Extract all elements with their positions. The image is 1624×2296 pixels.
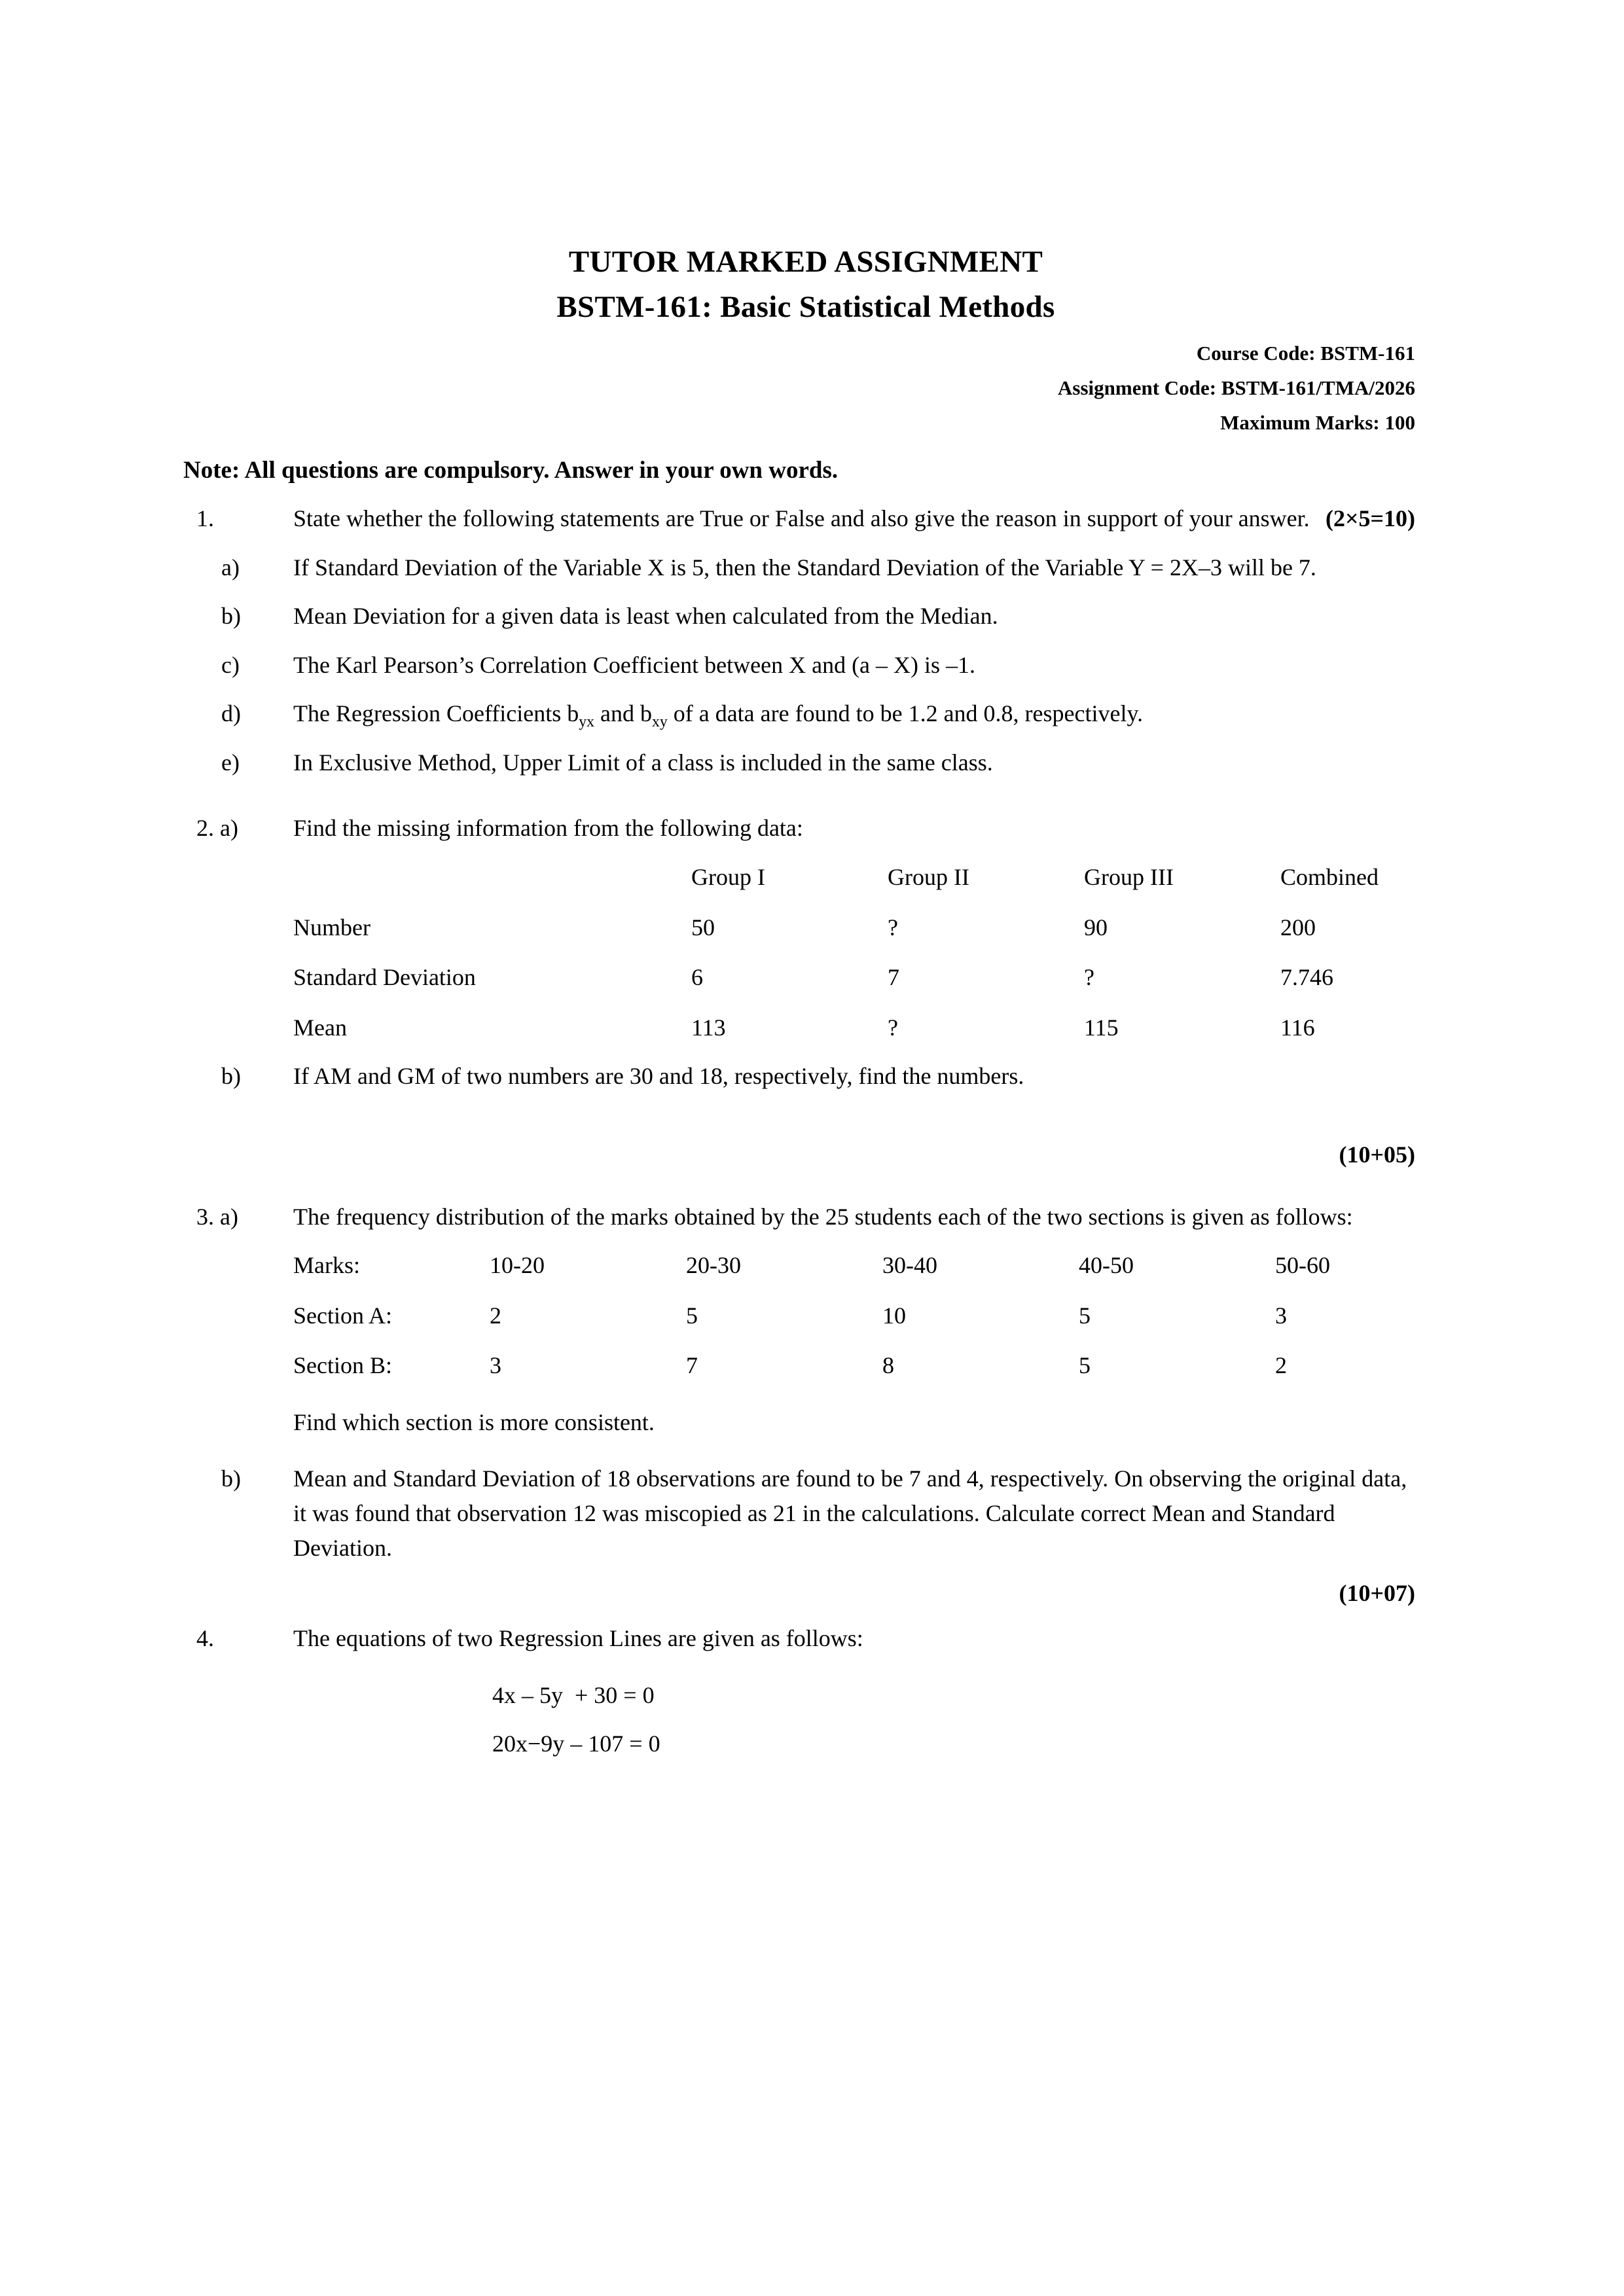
question-1-number: 1. [196, 505, 214, 532]
course-code: Course Code: BSTM-161 [1196, 342, 1415, 365]
cell-sd-group-1: 6 [691, 964, 703, 991]
question-1-item-a-label: a) [221, 554, 240, 581]
question-1-item-e [196, 745, 1415, 780]
question-1-item-c [196, 648, 1415, 683]
q1d-part2: and b [594, 700, 652, 727]
question-2-part-a-text: Find the missing information from the following data: [293, 815, 803, 842]
cell-marks-class-3: 30-40 [882, 1252, 937, 1279]
question-2-table-wrap [196, 860, 1415, 1045]
question-2-number [196, 811, 293, 846]
row-label-number: Number [293, 914, 370, 941]
assignment-meta [196, 336, 1415, 440]
question-2-part-b-text: If AM and GM of two numbers are 30 and 18, respectively, find the numbers. [293, 1063, 1024, 1090]
question-2-number-text: 2. [196, 815, 214, 842]
question-3-part-a-followup [196, 1405, 1415, 1440]
question-3-part-a-text: The frequency distribution of the marks obtained by the 25 students each of the two sections is given as follows: [293, 1203, 1353, 1230]
question-3-number-text: 3. [196, 1203, 214, 1230]
cell-sd-group-3: ? [1084, 964, 1094, 991]
cell-number-combined: 200 [1280, 914, 1316, 941]
cell-marks-class-2: 20-30 [686, 1252, 741, 1279]
question-1-item-a-text: If Standard Deviation of the Variable X is 5, then the Standard Deviation of the Variable Y = 2X–3 will be 7. [293, 554, 1316, 581]
cell-section-a-3: 10 [882, 1302, 906, 1329]
page-content [183, 242, 1415, 1761]
cell-marks-class-1: 10-20 [490, 1252, 545, 1279]
header-cell-group-1: Group I [691, 864, 765, 891]
regression-equation-1: 4x – 5y + 30 = 0 [492, 1681, 655, 1708]
question-1-item-b [196, 599, 1415, 634]
table-row-section-b [293, 1348, 1471, 1383]
question-1-item-c-text: The Karl Pearson’s Correlation Coefficient between X and (a – X) is –1. [293, 651, 976, 678]
question-3-part-a [196, 1200, 1415, 1234]
regression-equations [196, 1678, 1415, 1761]
question-3-marks: (10+07) [1339, 1580, 1415, 1607]
question-1 [196, 501, 1415, 536]
question-2-part-b-label: b) [221, 1063, 241, 1090]
header-cell-blank [293, 860, 691, 910]
q1d-part1: The Regression Coefficients b [293, 700, 579, 727]
maximum-marks: Maximum Marks: 100 [1220, 410, 1415, 434]
cell-sd-group-2: 7 [888, 964, 899, 991]
regression-equation-2: 20x−9y – 107 = 0 [492, 1731, 660, 1757]
question-3-part-a-followup-text: Find which section is more consistent. [293, 1408, 655, 1435]
cell-section-a-4: 5 [1079, 1302, 1091, 1329]
cell-section-b-3: 8 [882, 1352, 894, 1379]
question-3-table-wrap [196, 1248, 1415, 1383]
header-cell-combined: Combined [1280, 864, 1379, 891]
q1d-subscript-yx: yx [579, 713, 594, 730]
question-1-item-b-label: b) [221, 603, 241, 630]
cell-section-b-2: 7 [686, 1352, 698, 1379]
row-label-section-a: Section A: [293, 1302, 392, 1329]
cell-mean-group-2: ? [888, 1014, 898, 1041]
table-row-header [293, 860, 1477, 910]
question-1-item-d-text [293, 696, 1415, 731]
marks-frequency-table [293, 1248, 1471, 1383]
cell-number-group-2: ? [888, 914, 898, 941]
cell-mean-group-3: 115 [1084, 1014, 1119, 1041]
cell-number-group-1: 50 [691, 914, 715, 941]
header-cell-group-2: Group II [888, 864, 969, 891]
cell-section-a-1: 2 [490, 1302, 501, 1329]
question-3-part-b-text: Mean and Standard Deviation of 18 observations are found to be 7 and 4, respectively. On observing the original data, it was found that observation 12 was miscopied as 21 in the calculations. Calculate correct Mean and Standard Deviation. [293, 1465, 1407, 1561]
table-row-number [293, 910, 1477, 961]
cell-section-a-2: 5 [686, 1302, 698, 1329]
q1d-subscript-xy: xy [651, 713, 668, 730]
q1d-part3: of a data are found to be 1.2 and 0.8, respectively. [667, 700, 1144, 727]
cell-section-b-1: 3 [490, 1352, 501, 1379]
question-3-number [196, 1200, 293, 1234]
question-3-part-b-label: b) [221, 1465, 241, 1492]
question-2-part-b [196, 1059, 1415, 1094]
question-1-item-c-label: c) [221, 651, 240, 678]
question-2-part-a-label: a) [220, 815, 238, 842]
question-1-item-e-text: In Exclusive Method, Upper Limit of a class is included in the same class. [293, 749, 993, 776]
row-label-section-b: Section B: [293, 1352, 392, 1379]
table-row-standard-deviation [293, 960, 1477, 1011]
cell-sd-combined: 7.746 [1280, 964, 1333, 991]
question-1-text: State whether the following statements are True or False and also give the reason in support of your answer. (2×5=10) [293, 501, 1415, 536]
question-1-item-a [196, 550, 1415, 585]
question-2-part-a [196, 811, 1415, 846]
question-1-item-d [196, 696, 1415, 731]
header-cell-group-3: Group III [1084, 864, 1174, 891]
question-1-marks: (2×5=10) [1325, 505, 1415, 532]
question-1-item-d-label: d) [221, 700, 241, 727]
question-1-item-b-text: Mean Deviation for a given data is least when calculated from the Median. [293, 603, 998, 630]
question-4 [196, 1621, 1415, 1656]
question-1-body [293, 501, 1415, 536]
row-label-mean: Mean [293, 1014, 347, 1041]
cell-mean-group-1: 113 [691, 1014, 726, 1041]
cell-section-a-5: 3 [1275, 1302, 1287, 1329]
cell-number-group-3: 90 [1084, 914, 1108, 941]
cell-section-b-4: 5 [1079, 1352, 1091, 1379]
question-3-part-a-label: a) [220, 1203, 238, 1230]
row-label-standard-deviation: Standard Deviation [293, 964, 476, 991]
assignment-code: Assignment Code: BSTM-161/TMA/2026 [1058, 376, 1415, 399]
table-row-mean [293, 1011, 1477, 1045]
row-label-marks: Marks: [293, 1252, 360, 1279]
table-row-marks [293, 1248, 1471, 1299]
page-title: TUTOR MARKED ASSIGNMENT [568, 245, 1043, 279]
question-1-item-e-label: e) [221, 749, 240, 776]
cell-section-b-5: 2 [1275, 1352, 1287, 1379]
table-row-section-a [293, 1299, 1471, 1349]
cell-marks-class-4: 40-50 [1079, 1252, 1134, 1279]
cell-marks-class-5: 50-60 [1275, 1252, 1330, 1279]
cell-mean-combined: 116 [1280, 1014, 1315, 1041]
question-4-number: 4. [196, 1625, 214, 1652]
instructions-note: Note: All questions are compulsory. Answer in your own words. [183, 457, 839, 484]
group-statistics-table [293, 860, 1477, 1045]
question-2-marks: (10+05) [1339, 1141, 1415, 1168]
question-3-part-b [196, 1462, 1415, 1565]
question-4-text: The equations of two Regression Lines are given as follows: [293, 1625, 863, 1652]
page-subtitle: BSTM-161: Basic Statistical Methods [556, 290, 1055, 325]
